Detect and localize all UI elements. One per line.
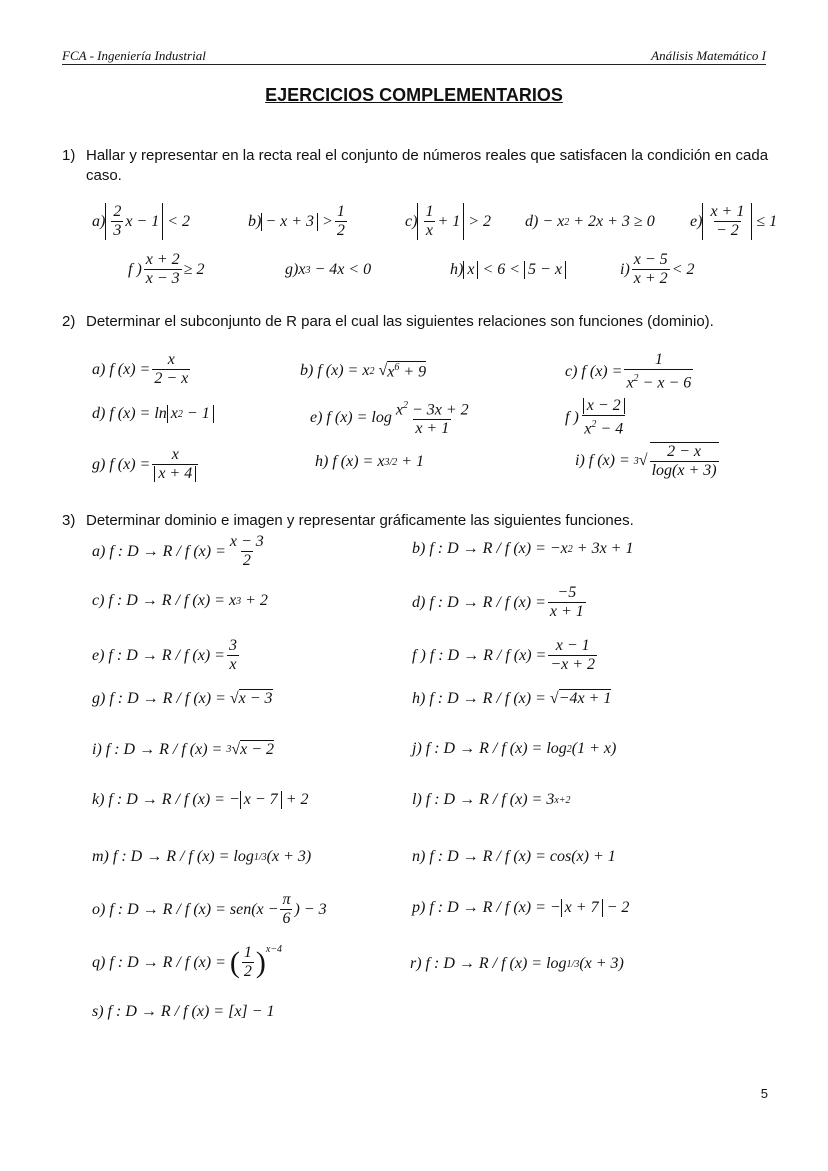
- exercise-3k: k) f : D → R / f (x) = − x − 7 + 2: [92, 791, 309, 808]
- exercise-2a: a) f (x) = x 2 − x: [92, 351, 189, 387]
- exercise-2d: d) f (x) = ln x 2 − 1: [92, 405, 214, 423]
- exercise-2b: b) f (x) = x 2 √ $x^6 + 9$: [300, 362, 427, 381]
- header-left: FCA - Ingeniería Industrial: [62, 48, 206, 63]
- exercise-3e: e) f : D → R / f (x) = 3 x: [92, 637, 237, 673]
- exercise-2h: h) f (x) = x 3/2 + 1: [315, 453, 425, 470]
- section-text: Determinar dominio e imagen y representar gráficamente las siguientes funciones.: [86, 512, 634, 529]
- exercise-1e: e) x + 1 − 2 ≤ 1: [690, 203, 778, 239]
- exercise-1f: f ) x + 2 x − 3 ≥ 2: [128, 251, 205, 287]
- exercise-1i: i) x − 5 x + 2 < 2: [620, 251, 695, 287]
- exercise-2e: e) f (x) = log $x^2 - 3x + 2$ x + 1: [310, 400, 469, 438]
- exercise-3i: i) f : D → R / f (x) = 3 √ x − 2: [92, 740, 275, 758]
- exercise-1b: b) − x + 3 > 1 2: [248, 203, 345, 239]
- exercise-2g: g) f (x) = x x + 4: [92, 446, 200, 483]
- exercise-3q: q) f : D → R / f (x) = ( 1 2 ) $^{x-4}$: [92, 944, 283, 980]
- exercise-3m: m) f : D → R / f (x) = log 1/3 (x + 3): [92, 848, 312, 865]
- exercise-3p: p) f : D → R / f (x) = − x + 7 − 2: [412, 899, 630, 916]
- exercise-3d: d) f : D → R / f (x) = −5 x + 1: [412, 584, 584, 620]
- exercise-3b: b) f : D → R / f (x) = −x 2 + 3x + 1: [412, 540, 634, 557]
- exercise-2i: i) f (x) = 3 √ 2 − x log(x + 3): [575, 443, 717, 479]
- section-number: 3): [62, 512, 76, 529]
- exercise-2c: c) f (x) = 1 $x^2 - x - 6$: [565, 351, 692, 392]
- exercise-3c: c) f : D → R / f (x) = x 3 + 2: [92, 592, 268, 609]
- page-header: [62, 48, 766, 65]
- exercise-3j: j) f : D → R / f (x) = log 2 (1 + x): [412, 740, 617, 757]
- exercise-1a: a) 2 3 x − 1 < 2: [92, 203, 191, 239]
- exercise-3s: s) f : D → R / f (x) = [x] − 1: [92, 1003, 275, 1020]
- exercise-3h: h) f : D → R / f (x) = √ −4x + 1: [412, 689, 612, 707]
- exercise-3r: r) f : D → R / f (x) = log 1/3 (x + 3): [410, 955, 624, 972]
- exercise-1g: g)x 3 − 4x < 0: [285, 261, 372, 278]
- section-number: 2): [62, 313, 76, 330]
- exercise-3f: f ) f : D → R / f (x) = x − 1 −x + 2: [412, 637, 596, 673]
- page-number: 5: [760, 1086, 768, 1101]
- header-right: Análisis Matemático I: [651, 48, 766, 63]
- exercise-3g: g) f : D → R / f (x) = √ x − 3: [92, 689, 273, 707]
- exercise-1c: c) 1 x + 1 > 2: [405, 203, 492, 239]
- exercise-2f: f ) x − 2 $x^2 - 4$: [565, 397, 624, 438]
- exercise-1d: d) − x 2 + 2x + 3 ≥ 0: [525, 213, 655, 230]
- exercise-3l: l) f : D → R / f (x) = 3 x+2: [412, 791, 571, 808]
- section-text: Determinar el subconjunto de R para el cual las siguientes relaciones son funciones (dominio).: [86, 313, 714, 330]
- section-number: 1): [62, 147, 76, 164]
- exercise-3a: a) f : D → R / f (x) = x − 3 2: [92, 533, 264, 569]
- exercise-3o: o) f : D → R / f (x) = sen(x − π 6 ) − 3: [92, 891, 327, 927]
- exercise-3n: n) f : D → R / f (x) = cos(x) + 1: [412, 848, 616, 865]
- page-title: EJERCICIOS COMPLEMENTARIOS: [265, 85, 563, 105]
- exercise-1h: h) x < 6 < 5 − x: [450, 261, 566, 279]
- section-text: Hallar y representar en la recta real el conjunto de números reales que satisfacen la condición en cada caso.: [86, 147, 769, 184]
